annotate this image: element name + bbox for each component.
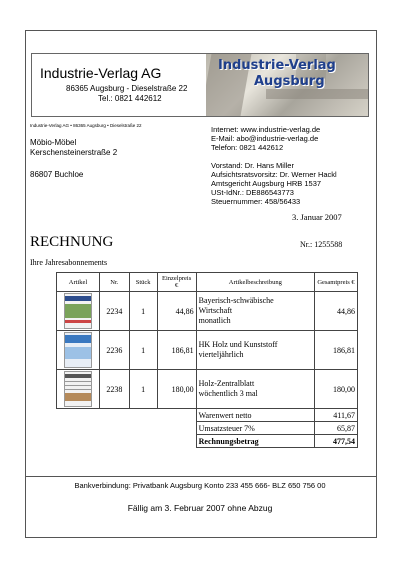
contact-email: E-Mail: abo@industrie-verlag.de [211, 134, 319, 143]
item-unit-price: 44,86 [157, 292, 196, 331]
vat-row [57, 422, 358, 435]
invoice-title: RECHNUNG [30, 234, 114, 250]
net-row [57, 409, 358, 422]
footer-divider [25, 476, 377, 477]
vat-value: 65,87 [315, 422, 358, 435]
table-header-row [57, 273, 358, 292]
description-line: HK Holz und Kunststoff [198, 340, 278, 349]
company-contact-block [211, 125, 337, 206]
item-description [196, 370, 314, 409]
logo-text-line2: Augsburg [254, 74, 325, 89]
header-description: Artikelbeschreibung [196, 273, 314, 292]
header-nr: Nr. [100, 273, 130, 292]
invoice-number: Nr.: 1255588 [300, 240, 343, 249]
contact-supervisory: Aufsichtsratsvorsitz: Dr. Werner Hackl [211, 170, 337, 179]
total-row [57, 435, 358, 448]
net-value: 411,67 [315, 409, 358, 422]
vat-label: Umsatzsteuer 7% [196, 422, 314, 435]
description-line: vierteljährlich [198, 350, 244, 359]
header-qty: Stück [129, 273, 157, 292]
contact-board: Vorstand: Dr. Hans Miller [211, 161, 294, 170]
table-row [57, 292, 358, 331]
contact-internet: Internet: www.industrie-verlag.de [211, 125, 321, 134]
item-total: 186,81 [315, 331, 358, 370]
invoice-subtitle: Ihre Jahresabonnements [30, 258, 108, 267]
contact-vat-id: USt-IdNr.: DE886543773 [211, 188, 294, 197]
description-line: wöchentlich 3 mal [198, 389, 258, 398]
letterhead [31, 53, 369, 117]
invoice-items-table [56, 272, 358, 448]
item-description [196, 292, 314, 331]
bank-details: Bankverbindung: Privatbank Augsburg Konto 233 455 666- BLZ 650 756 00 [74, 481, 326, 490]
item-unit-price: 180,00 [157, 370, 196, 409]
spacer [57, 409, 197, 422]
spacer [57, 435, 197, 448]
item-nr: 2238 [100, 370, 130, 409]
magazine-cover-icon [64, 332, 92, 368]
recipient-address [30, 138, 117, 180]
description-line: Holz-Zentralblatt [198, 379, 255, 388]
article-thumbnail-cell [57, 292, 100, 331]
description-line: monatlich [198, 316, 231, 325]
description-line: Bayerisch-schwäbische [198, 296, 274, 305]
description-line: Wirtschaft [198, 306, 233, 315]
contact-phone: Telefon: 0821 442612 [211, 143, 284, 152]
spacer [57, 422, 197, 435]
table-row [57, 331, 358, 370]
company-name: Industrie-Verlag AG [40, 65, 162, 81]
recipient-name: Möbio-Möbel [30, 138, 77, 147]
magazine-cover-icon [64, 293, 92, 329]
item-unit-price: 186,81 [157, 331, 196, 370]
article-thumbnail-cell [57, 370, 100, 409]
item-total: 44,86 [315, 292, 358, 331]
header-unit-price: Einzelpreis € [157, 273, 196, 292]
company-phone: Tel.: 0821 442612 [98, 94, 162, 103]
item-description [196, 331, 314, 370]
spacer [211, 152, 337, 161]
header-total: Gesamtpreis € [315, 273, 358, 292]
logo-texture [266, 89, 368, 99]
article-thumbnail-cell [57, 331, 100, 370]
sender-return-address: Industrie-Verlag AG • 86365 Augsburg • Dieselstraße 22 [30, 123, 142, 128]
item-nr: 2234 [100, 292, 130, 331]
total-value: 477,54 [315, 435, 358, 448]
item-qty: 1 [129, 370, 157, 409]
item-total: 180,00 [315, 370, 358, 409]
net-label: Warenwert netto [196, 409, 314, 422]
company-address: 86365 Augsburg - Dieselstraße 22 [66, 84, 188, 93]
logo-text-line1: Industrie-Verlag [218, 58, 336, 73]
contact-court: Amtsgericht Augsburg HRB 1537 [211, 179, 322, 188]
due-date-note: Fällig am 3. Februar 2007 ohne Abzug [127, 503, 273, 513]
magazine-cover-icon [64, 371, 92, 407]
company-logo [206, 54, 368, 116]
contact-tax-number: Steuernummer: 458/56433 [211, 197, 301, 206]
header-article: Artikel [57, 273, 100, 292]
total-label: Rechnungsbetrag [196, 435, 314, 448]
recipient-street: Kerschensteinerstraße 2 [30, 148, 118, 157]
item-qty: 1 [129, 292, 157, 331]
recipient-city: 86807 Buchloe [30, 170, 84, 179]
item-qty: 1 [129, 331, 157, 370]
table-row [57, 370, 358, 409]
invoice-date: 3. Januar 2007 [292, 212, 342, 222]
item-nr: 2236 [100, 331, 130, 370]
